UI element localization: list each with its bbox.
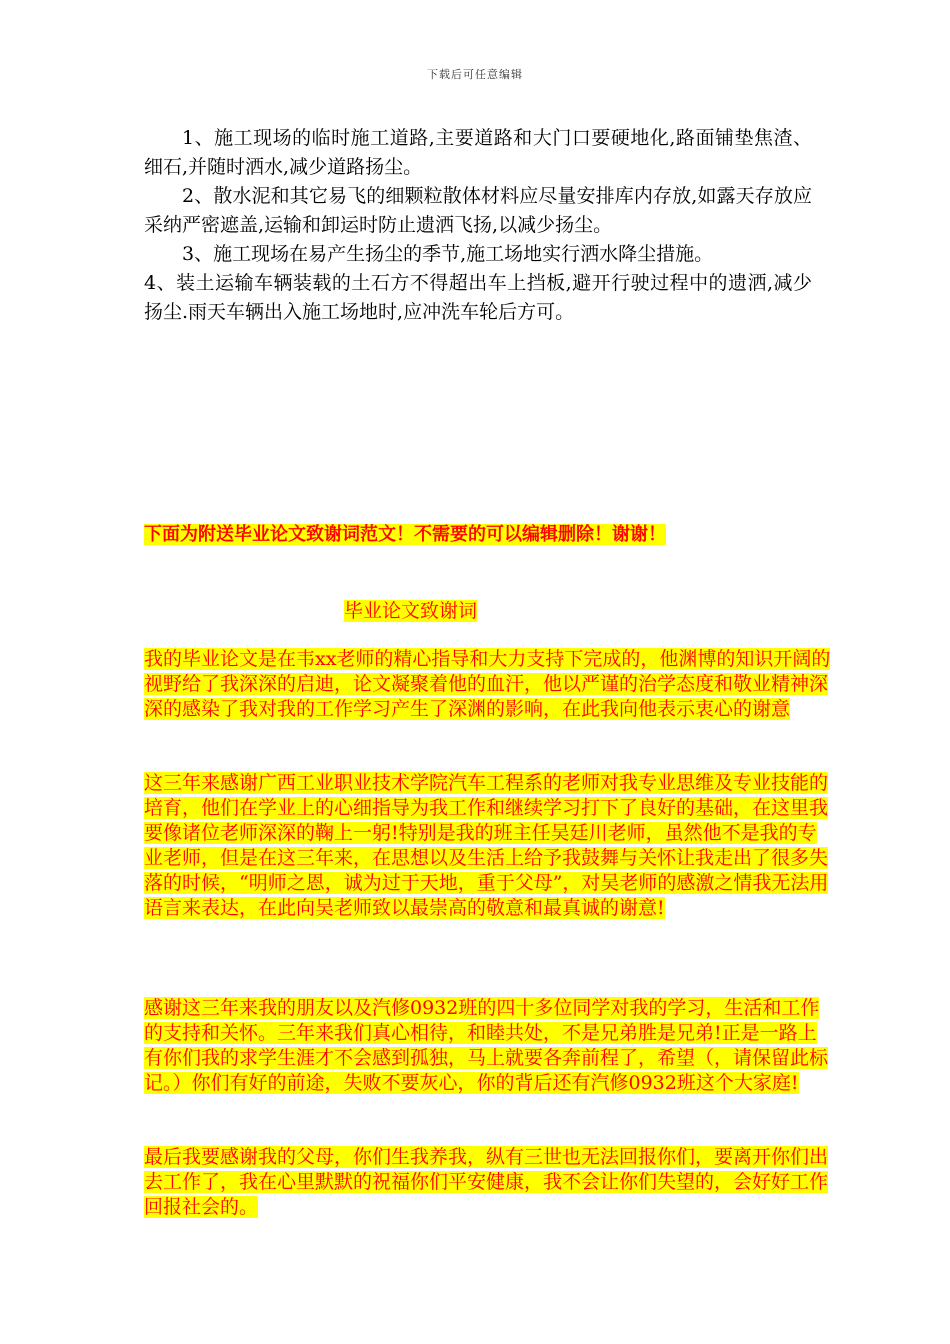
page-header: 下载后可任意编辑	[427, 68, 523, 81]
ack-paragraph-text: 感谢这三年来我的朋友以及汽修0932班的四十多位同学对我的学习，生活和工作的支持和关怀。三年来我们真心相待，和睦共处，不是兄弟胜是兄弟!正是一路上有你们我的求学生涯才不会感到孤独，马上就要各奔前程了，希望（，请保留此标记。）你们有好的前途，失败不要灰心，你的背后还有汽修0932班这个大家庭!	[144, 997, 829, 1094]
measure-item-1: 1、施工现场的临时施工道路,主要道路和大门口要硬地化,路面铺垫焦渣、细石,并随时洒水,减少道路扬尘。	[144, 127, 812, 178]
measure-item-3: 3、施工现场在易产生扬尘的季节,施工场地实行洒水降尘措施。	[182, 243, 714, 265]
notice-text: 下面为附送毕业论文致谢词范文！不需要的可以编辑删除！谢谢！	[144, 524, 666, 545]
ack-paragraph-text: 这三年来感谢广西工业职业技术学院汽车工程系的老师对我专业思维及专业技能的培育，他们在学业上的心细指导为我工作和继续学习打下了良好的基础，在这里我要像诸位老师深深的鞠上一躬!特别是我的班主任吴廷川老师，虽然他不是我的专业老师，但是在这三年来，在思想以及生活上给予我鼓舞与关怀让我走出了很多失落的时候，“明师之恩，诚为过于天地，重于父母”，对吴老师的感激之情我无法用语言来表达，在此向吴老师致以最崇高的敬意和最真诚的谢意!	[144, 772, 829, 919]
ack-paragraph	[144, 996, 834, 1096]
ack-paragraph-text: 我的毕业论文是在韦xx老师的精心指导和大力支持下完成的，他渊博的知识开阔的视野给了我深深的启迪，论文凝聚着他的血汗，他以严谨的治学态度和敬业精神深深的感染了我对我的工作学习产生了深渊的影响，在此我向他表示衷心的谢意	[144, 648, 831, 720]
title-text: 毕业论文致谢词	[344, 600, 478, 622]
ack-paragraph	[144, 771, 834, 921]
construction-measures	[144, 124, 812, 327]
appendix-notice	[144, 522, 824, 548]
ack-paragraph	[144, 1145, 834, 1220]
measure-item-2: 2、散水泥和其它易飞的细颗粒散体材料应尽量安排库内存放,如露天存放应采纳严密遮盖,运输和卸运时防止遗洒飞扬,以减少扬尘。	[144, 185, 812, 236]
acknowledgement-title	[344, 598, 477, 624]
ack-paragraph-text: 最后我要感谢我的父母，你们生我养我，纵有三世也无法回报你们，要离开你们出去工作了，我在心里默默的祝福你们平安健康，我不会让你们失望的，会好好工作回报社会的。	[144, 1146, 829, 1218]
ack-paragraph	[144, 647, 834, 722]
measure-item-4: 4、装土运输车辆装载的土石方不得超出车上挡板,避开行驶过程中的遗洒,减少扬尘.雨天车辆出入施工场地时,应冲洗车轮后方可。	[144, 272, 812, 323]
